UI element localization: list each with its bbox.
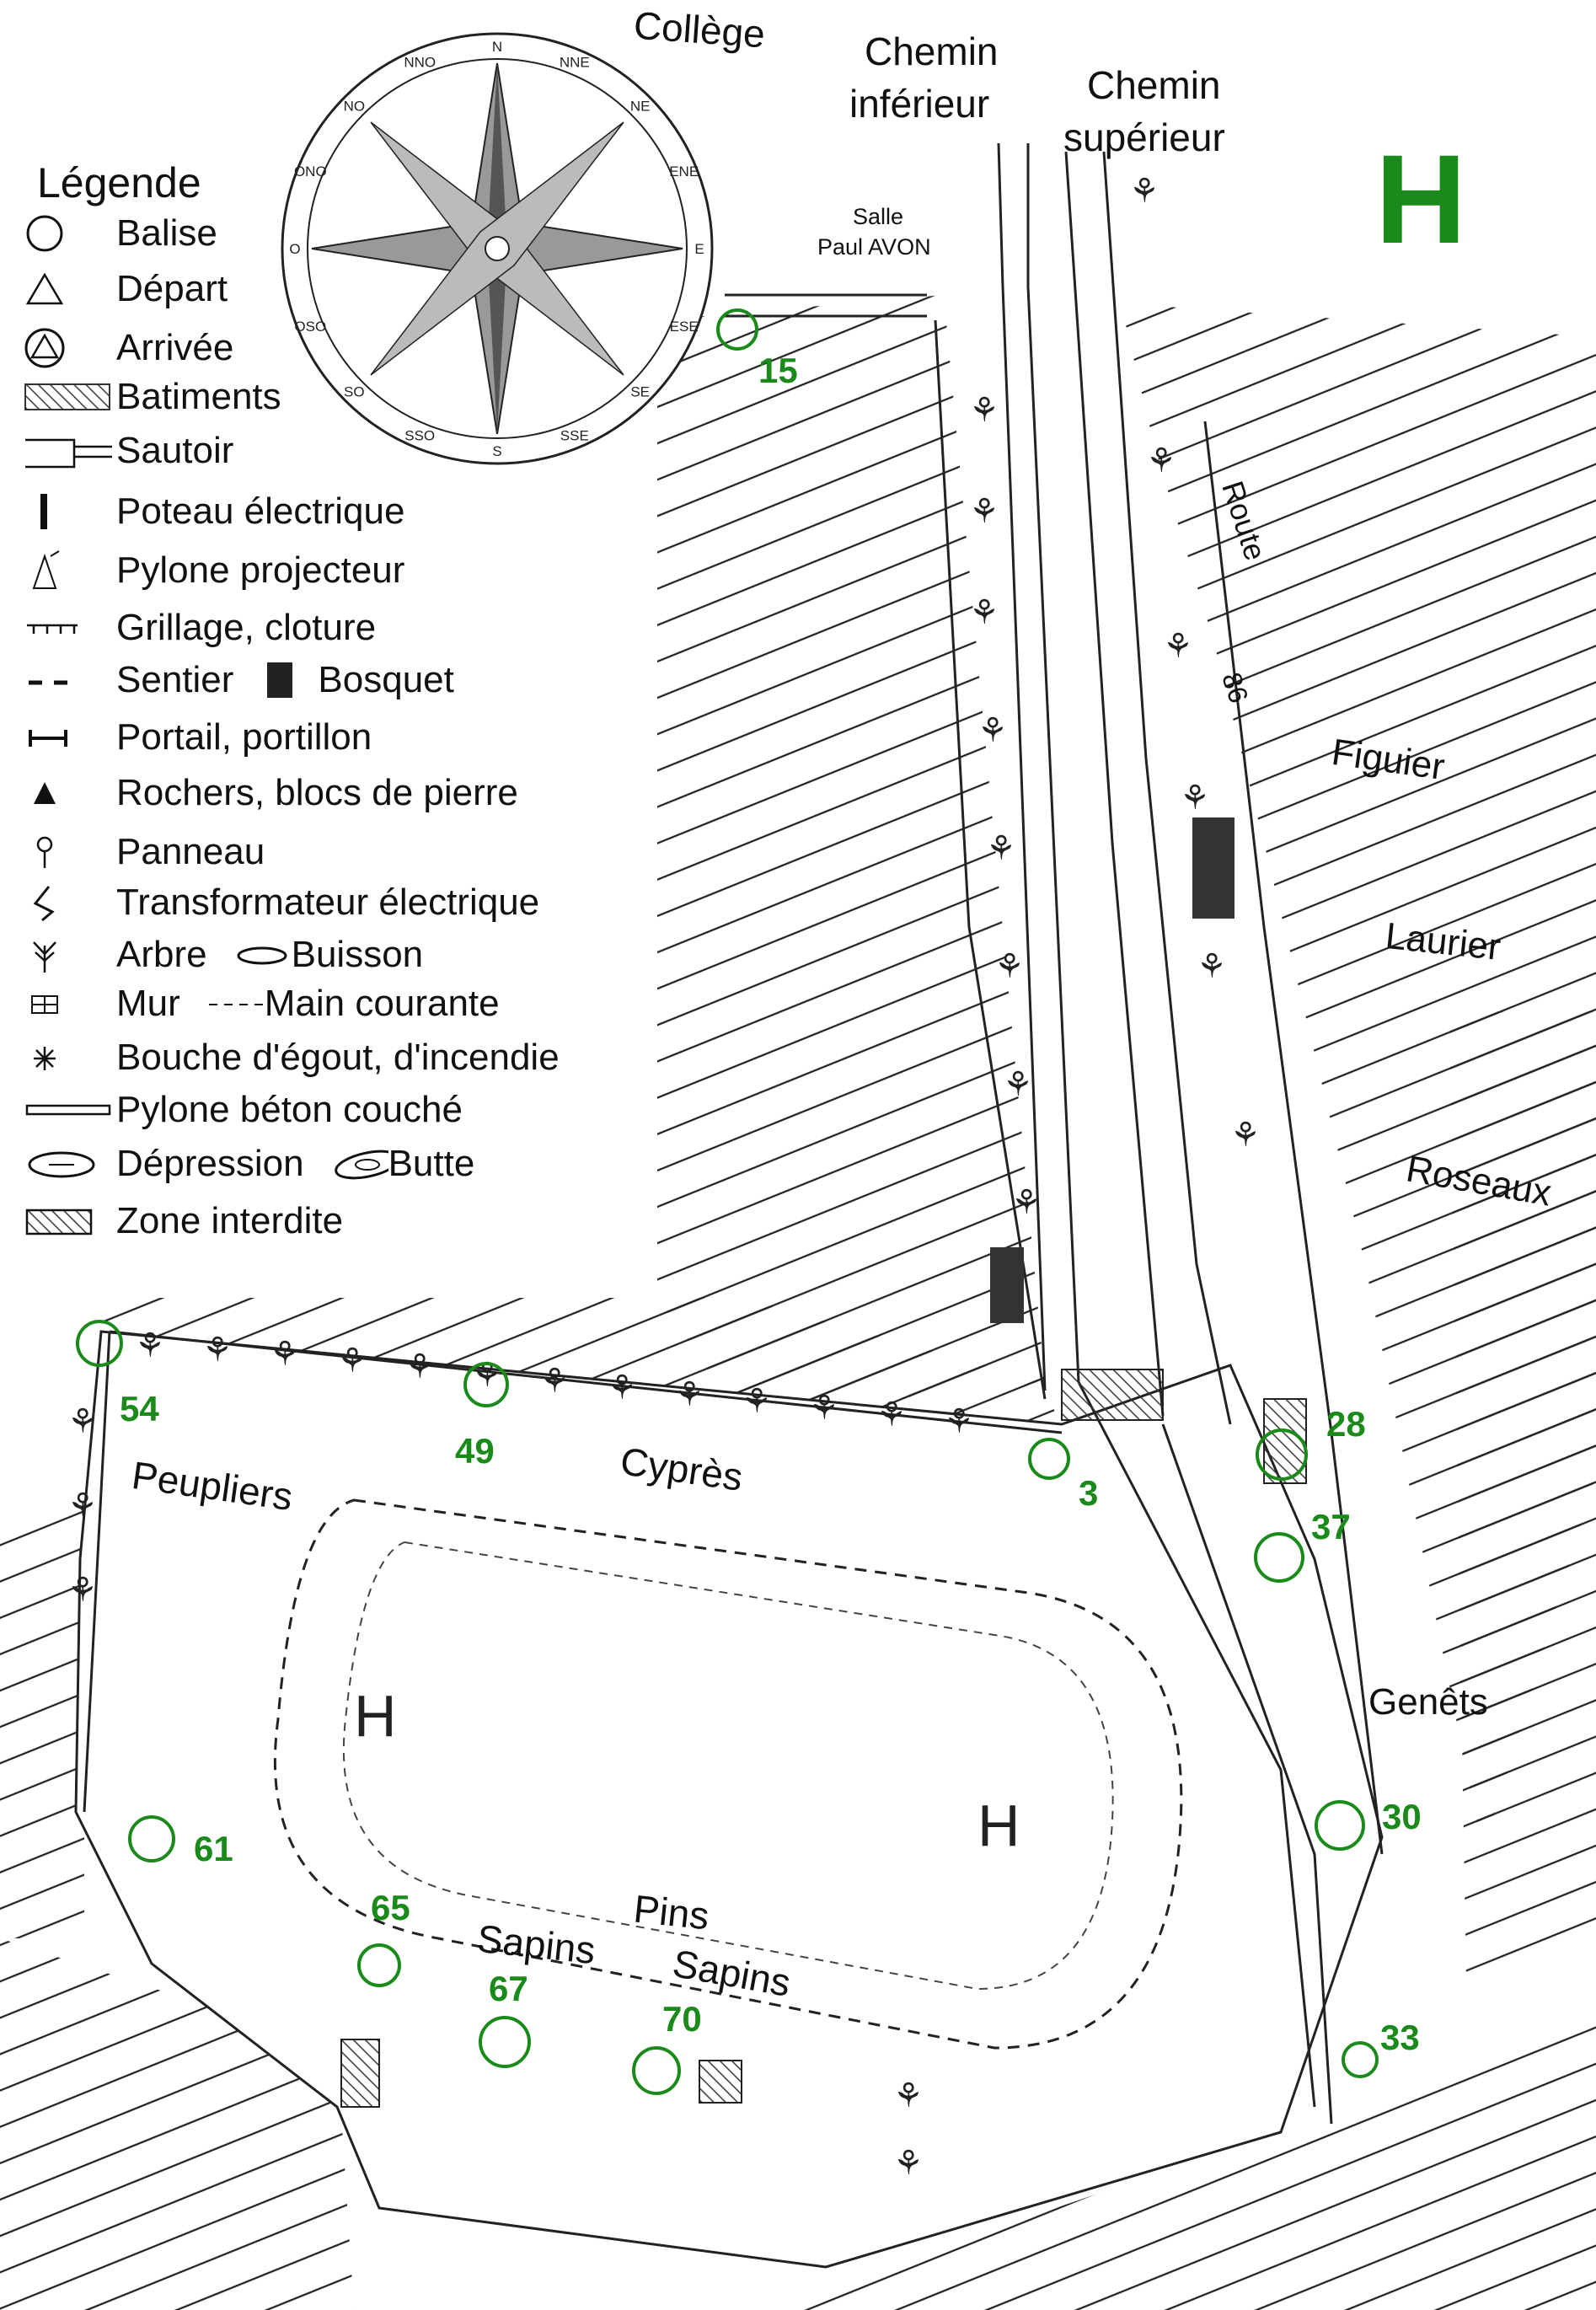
- svg-text:⚘: ⚘: [1163, 627, 1193, 666]
- legend-label: Main courante: [264, 983, 500, 1024]
- control-point-54: [76, 1320, 123, 1367]
- compass-rose: [282, 34, 712, 464]
- legend-label: Grillage, cloture: [116, 607, 377, 648]
- legend-row: [24, 983, 500, 1025]
- legend-label: Bosquet: [318, 659, 454, 700]
- electric-pole-icon: [24, 490, 116, 533]
- control-number-37: 37: [1311, 1507, 1351, 1546]
- svg-text:⚘: ⚘: [1129, 172, 1160, 211]
- control-number-15: 15: [758, 351, 798, 390]
- svg-text:⚘: ⚘: [404, 1348, 435, 1386]
- legend-label: Balise: [116, 212, 217, 254]
- rock-icon: [24, 772, 116, 814]
- jump-pit-icon: [24, 430, 116, 472]
- legend-row: [24, 268, 228, 310]
- svg-text:⚘: ⚘: [539, 1362, 570, 1401]
- forbidden-zone-icon: [24, 1200, 116, 1242]
- goal-post-icon: H: [977, 1793, 1020, 1858]
- svg-text:⚘: ⚘: [742, 1382, 772, 1421]
- control-number-33: 33: [1380, 2018, 1420, 2057]
- label-chemin-superieur-1: Chemin: [1087, 63, 1221, 107]
- label-chemin-inferieur-2: inférieur: [849, 82, 990, 126]
- compass-label-nne: NNE: [559, 54, 590, 71]
- compass-label-se: SE: [630, 383, 651, 400]
- svg-text:⚘: ⚘: [337, 1342, 367, 1380]
- legend-row: [24, 1037, 560, 1079]
- legend-row: [24, 659, 454, 701]
- legend-row: [24, 934, 423, 976]
- legend-label: Butte: [388, 1143, 475, 1184]
- label-route-number: 86: [1216, 668, 1255, 707]
- tree-icon: [24, 934, 116, 976]
- fence-icon: [24, 607, 116, 649]
- label-peupliers: Peupliers: [129, 1452, 296, 1519]
- legend-row: [24, 327, 233, 369]
- svg-text:⚘: ⚘: [969, 492, 999, 531]
- legend-label: Buisson: [291, 934, 424, 975]
- control-number-67: 67: [489, 1969, 528, 2008]
- legend-row: [24, 716, 372, 758]
- svg-text:⚘: ⚘: [876, 1396, 907, 1434]
- legend-label: Batiments: [116, 376, 281, 417]
- control-number-54: 54: [120, 1389, 159, 1428]
- building: [1062, 1369, 1163, 1420]
- legend-row: [24, 831, 265, 873]
- svg-text:⚘: ⚘: [944, 1402, 974, 1441]
- legend-row: [24, 607, 376, 649]
- svg-text:⚘: ⚘: [969, 593, 999, 632]
- control-point-37: [1254, 1532, 1304, 1583]
- svg-text:⚘: ⚘: [607, 1369, 637, 1407]
- wall-icon: [24, 983, 116, 1025]
- svg-text:⚘: ⚘: [1180, 779, 1210, 817]
- compass-label-ne: NE: [629, 98, 651, 115]
- control-number-30: 30: [1382, 1797, 1422, 1836]
- floodlight-pylon-icon: [24, 549, 116, 592]
- svg-text:⚘: ⚘: [809, 1389, 839, 1428]
- legend-row: [24, 1143, 474, 1185]
- legend-label: Panneau: [116, 831, 265, 872]
- legend-label: Arrivée: [116, 327, 234, 368]
- legend-label: Mur: [116, 983, 180, 1024]
- svg-text:⚘: ⚘: [1230, 1116, 1261, 1155]
- building: [341, 2039, 379, 2107]
- legend-row: [24, 490, 404, 533]
- control-number-28: 28: [1326, 1404, 1366, 1444]
- sign-icon: [24, 831, 116, 873]
- label-cypres: Cyprès: [618, 1439, 746, 1499]
- control-point-3: [1028, 1438, 1070, 1480]
- svg-text:⚘: ⚘: [67, 1402, 98, 1441]
- control-point-49: [463, 1362, 509, 1407]
- building: [699, 2061, 742, 2103]
- svg-text:⚘: ⚘: [1197, 947, 1227, 986]
- circle-triangle-icon: [24, 327, 116, 369]
- legend-label: Poteau électrique: [116, 490, 405, 532]
- legend-label: Sautoir: [116, 430, 234, 471]
- goal-post-icon: H: [354, 1683, 397, 1749]
- legend-label: Bouche d'égout, d'incendie: [116, 1037, 560, 1078]
- legend-row: [24, 549, 404, 592]
- path-icon: [24, 659, 116, 701]
- legend-label: Pylone projecteur: [116, 549, 405, 591]
- legend-label: Arbre: [116, 934, 207, 975]
- legend-label: Sentier: [116, 659, 234, 700]
- control-number-3: 3: [1079, 1473, 1099, 1513]
- grove-icon: [259, 659, 318, 701]
- legend-row: [24, 212, 217, 255]
- svg-text:⚘: ⚘: [1003, 1065, 1033, 1104]
- control-point-28: [1256, 1428, 1308, 1481]
- map-letter: H: [1375, 128, 1467, 270]
- control-point-70: [632, 2046, 681, 2095]
- svg-text:⚘: ⚘: [1146, 442, 1176, 480]
- control-point-15: [716, 308, 758, 351]
- circle-icon: [24, 212, 116, 255]
- grove: [990, 1247, 1024, 1323]
- compass-label-ene: ENE: [669, 163, 699, 180]
- legend-row: [24, 772, 518, 814]
- legend-title: Légende: [37, 159, 201, 206]
- compass-label-nno: NNO: [404, 54, 436, 71]
- svg-text:⚘: ⚘: [674, 1375, 704, 1414]
- label-chemin-superieur-2: supérieur: [1063, 115, 1225, 159]
- bush-icon: [233, 934, 292, 976]
- label-figuier: Figuier: [1329, 731, 1448, 789]
- legend-row: [24, 430, 233, 472]
- control-point-30: [1315, 1800, 1365, 1851]
- svg-text:⚘: ⚘: [67, 1571, 98, 1610]
- label-genets: Genêts: [1368, 1681, 1488, 1723]
- legend-label: Pylone béton couché: [116, 1089, 463, 1130]
- compass-label-e: E: [694, 241, 704, 257]
- legend-row: [24, 1200, 343, 1242]
- svg-text:⚘: ⚘: [202, 1331, 233, 1369]
- control-point-65: [357, 1943, 401, 1987]
- compass-label-n: N: [491, 39, 503, 55]
- control-number-70: 70: [662, 1999, 702, 2039]
- compass-label-ese: ESE: [669, 318, 699, 335]
- svg-text:⚘: ⚘: [994, 947, 1025, 986]
- control-point-67: [479, 2016, 531, 2068]
- handrail-icon: [206, 983, 265, 1025]
- compass-label-oso: OSO: [294, 318, 327, 335]
- svg-text:⚘: ⚘: [1011, 1183, 1042, 1222]
- label-salle-1: Salle: [853, 204, 904, 229]
- svg-text:⚘: ⚘: [969, 391, 999, 430]
- svg-text:⚘: ⚘: [893, 2077, 924, 2115]
- label-salle-2: Paul AVON: [817, 234, 931, 260]
- svg-text:⚘: ⚘: [986, 829, 1016, 868]
- legend-row: [24, 1089, 463, 1131]
- legend-label: Zone interdite: [116, 1200, 344, 1241]
- svg-text:⚘: ⚘: [977, 711, 1008, 750]
- legend-label: Portail, portillon: [116, 716, 372, 758]
- compass-label-ono: ONO: [293, 163, 327, 180]
- control-point-61: [128, 1815, 175, 1862]
- svg-text:⚘: ⚘: [135, 1327, 165, 1365]
- control-number-49: 49: [455, 1431, 495, 1471]
- legend-label: Départ: [116, 268, 228, 309]
- legend-label: Transformateur électrique: [116, 882, 540, 923]
- building-icon: [24, 376, 116, 418]
- manhole-icon: [24, 1037, 116, 1079]
- compass-label-no: NO: [343, 98, 366, 115]
- svg-text:⚘: ⚘: [472, 1356, 502, 1395]
- triangle-icon: [24, 268, 116, 310]
- gate-icon: [24, 716, 116, 758]
- compass-label-sse: SSE: [560, 427, 589, 444]
- label-college: Collège: [632, 3, 767, 56]
- compass-label-o: O: [289, 241, 301, 257]
- grove: [1192, 817, 1234, 919]
- compass-label-so: SO: [344, 383, 365, 400]
- transformer-icon: [24, 882, 116, 924]
- depression-icon: [24, 1143, 116, 1185]
- control-point-33: [1342, 2041, 1379, 2078]
- legend-row: [24, 882, 539, 924]
- label-route: Route: [1215, 476, 1273, 565]
- svg-text:⚘: ⚘: [893, 2144, 924, 2183]
- legend-row: [24, 376, 281, 418]
- label-sapins-left: Sapins: [474, 1916, 597, 1973]
- mound-icon: [329, 1143, 388, 1185]
- svg-text:⚘: ⚘: [270, 1335, 300, 1374]
- label-sapins-right: Sapins: [669, 1941, 795, 2005]
- label-roseaux: Roseaux: [1403, 1148, 1555, 1214]
- legend-label: Rochers, blocs de pierre: [116, 772, 518, 813]
- compass-label-sso: SSO: [404, 427, 436, 444]
- label-pins: Pins: [631, 1886, 711, 1938]
- compass-label-s: S: [492, 443, 502, 459]
- label-chemin-inferieur-1: Chemin: [865, 29, 999, 73]
- control-number-61: 61: [194, 1829, 233, 1868]
- svg-text:⚘: ⚘: [67, 1487, 98, 1525]
- control-number-65: 65: [371, 1888, 410, 1927]
- fallen-pylon-icon: [24, 1089, 116, 1131]
- legend-label: Dépression: [116, 1143, 304, 1184]
- label-laurier: Laurier: [1383, 914, 1503, 969]
